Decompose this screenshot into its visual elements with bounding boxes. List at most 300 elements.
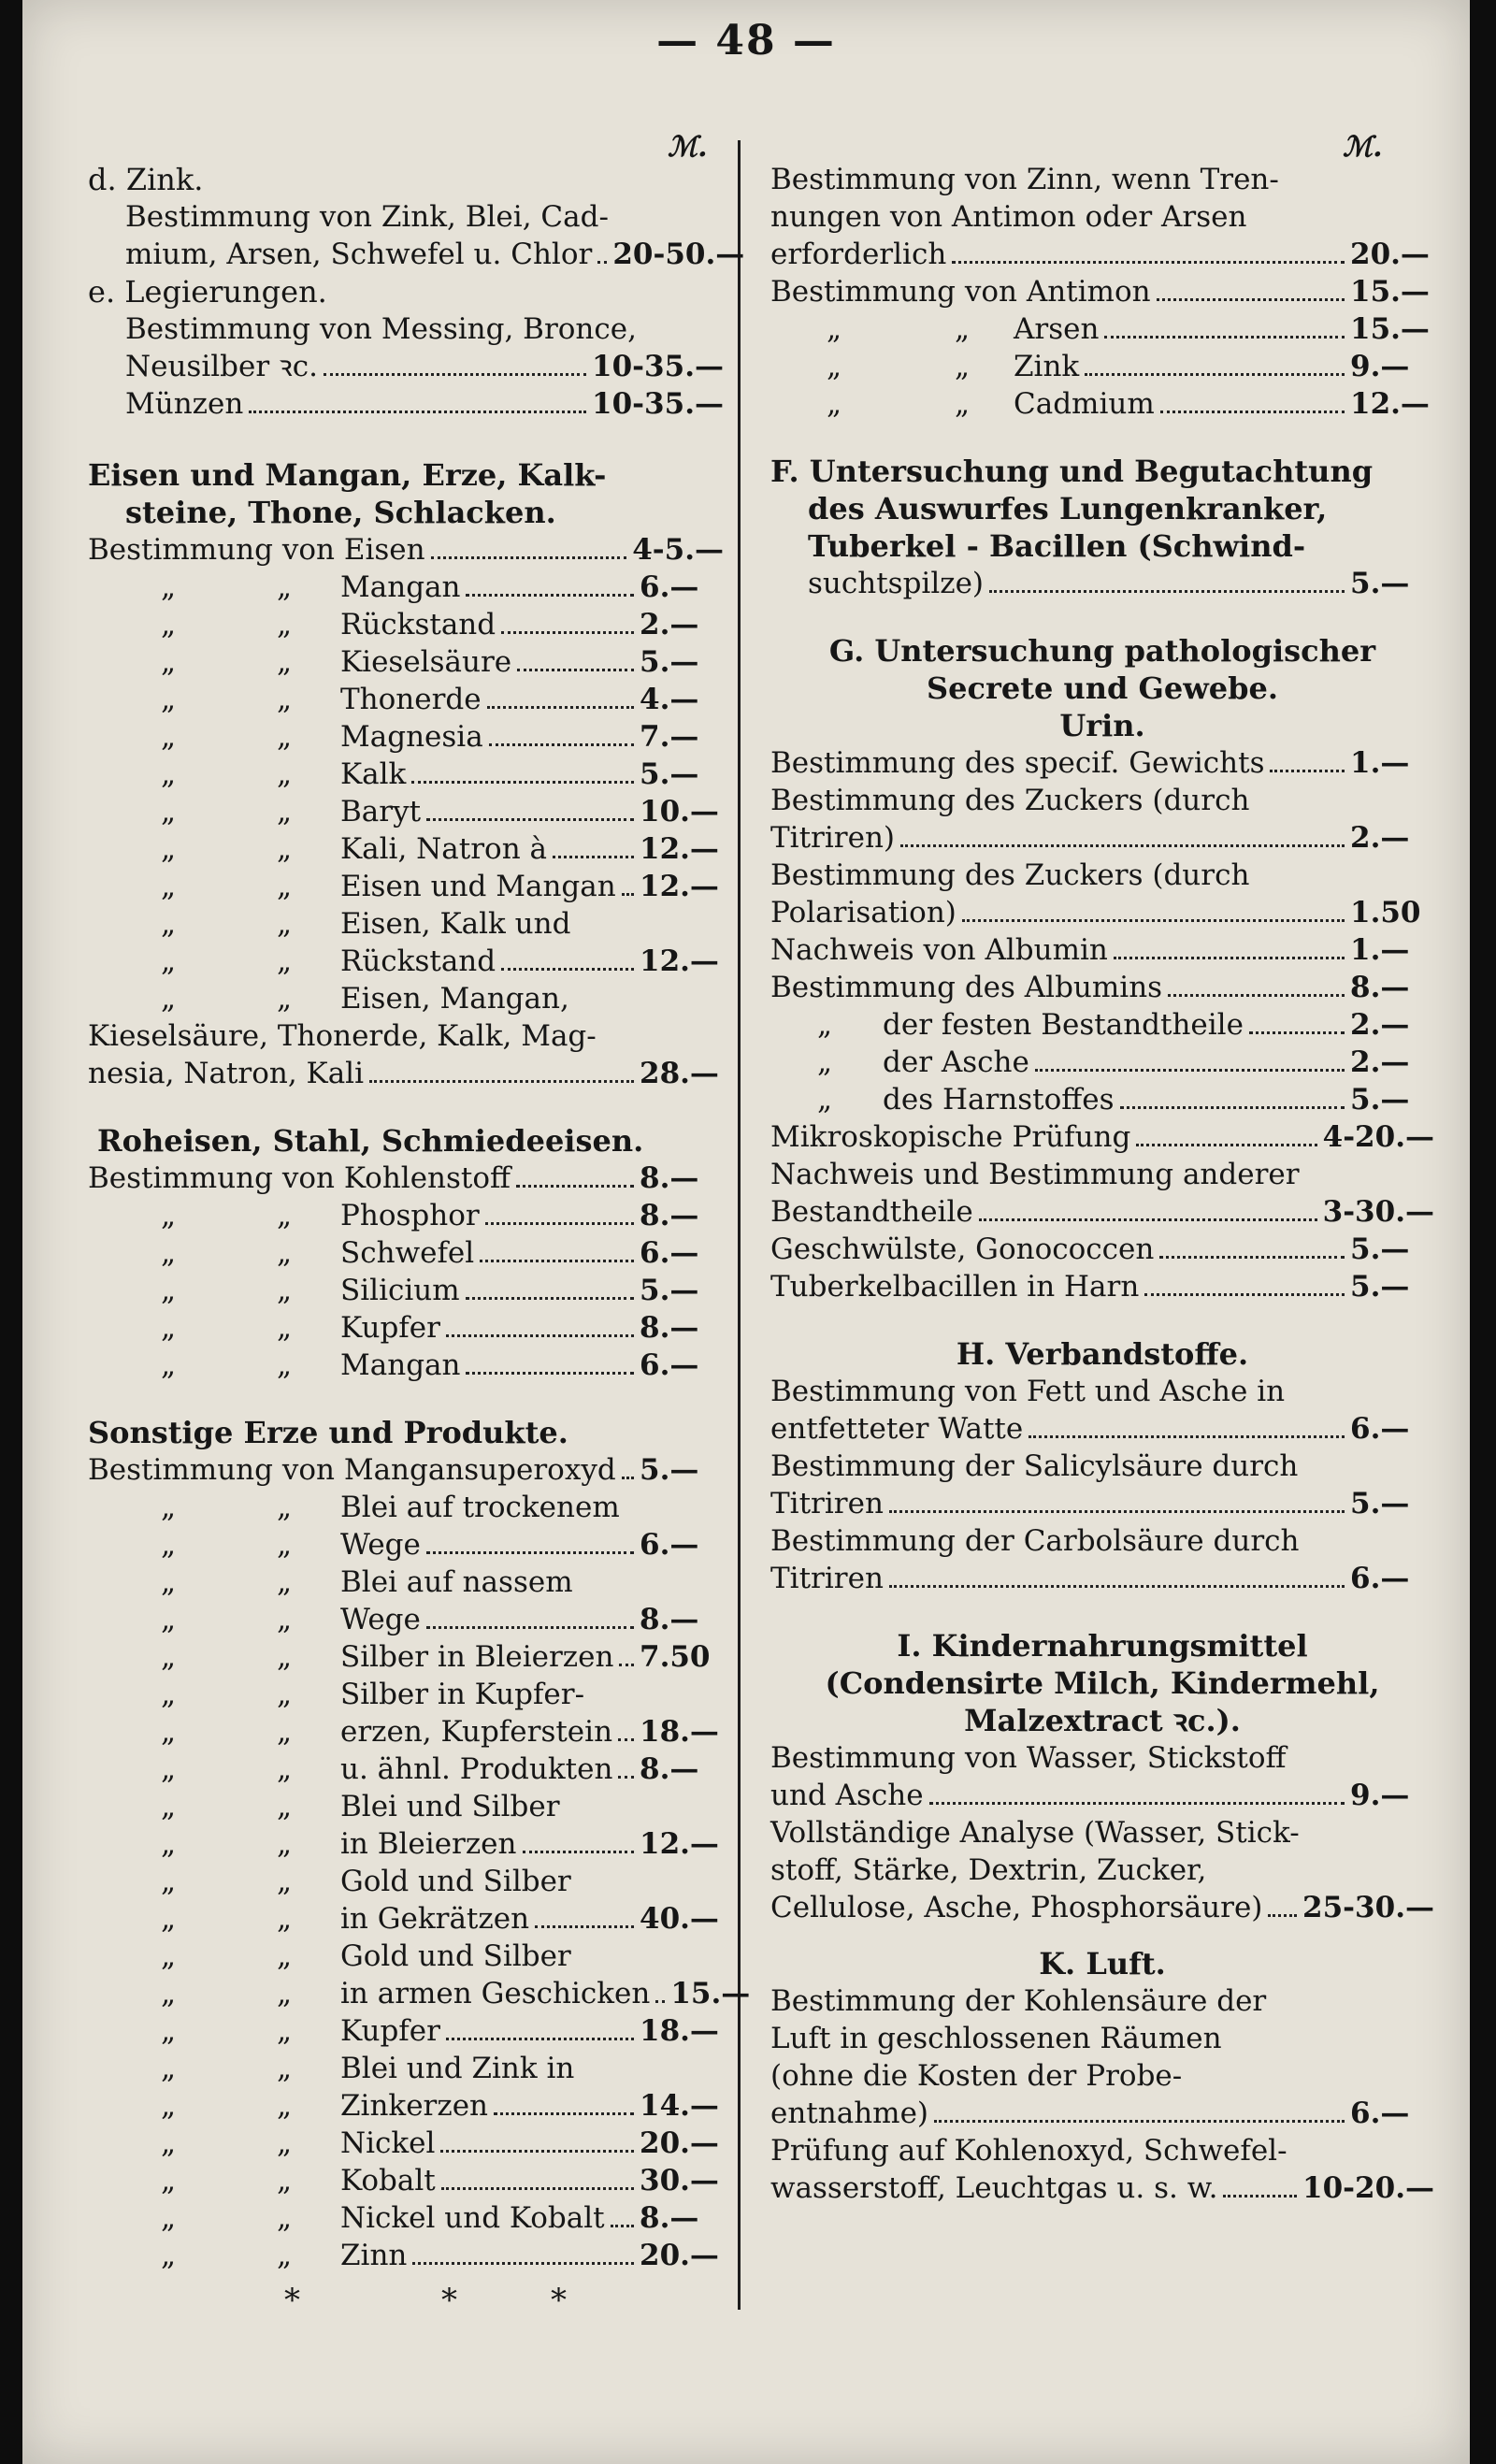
price-list-line <box>770 161 1434 198</box>
ditto-mark: „ <box>276 1274 293 1307</box>
price-list-line <box>770 1485 1434 1522</box>
ditto-line <box>88 569 724 606</box>
dot-leader <box>369 1059 634 1083</box>
item-price: 28.— <box>640 1057 719 1090</box>
dot-leader <box>480 1239 634 1262</box>
verband-lines <box>770 1373 1434 1597</box>
item-price: 18.— <box>640 2014 719 2048</box>
dot-leader <box>535 1905 634 1928</box>
ditto-line <box>770 1081 1434 1118</box>
dot-leader <box>440 2129 634 2153</box>
ditto-line <box>88 1563 724 1601</box>
item-label: Kupfer <box>340 2014 440 2048</box>
dot-leader <box>1249 1011 1345 1034</box>
item-price: 15.— <box>1350 312 1430 346</box>
price-list-line <box>770 1889 1434 1926</box>
section-heading-zink: d. Zink. <box>88 162 204 197</box>
item-price: 2.— <box>1350 821 1410 855</box>
ditto-mark: „ <box>817 1045 833 1079</box>
item-label: entfetteter Watte <box>770 1412 1024 1446</box>
price-list-line <box>125 310 724 348</box>
dot-leader <box>1120 1086 1345 1109</box>
item-price: 1.— <box>1350 746 1410 780</box>
dot-leader <box>466 1351 634 1375</box>
ditto-mark: „ <box>817 1083 833 1117</box>
item-price: 5.— <box>1350 1487 1410 1520</box>
item-label: wasserstoff, Leuchtgas u. s. w. <box>770 2171 1218 2205</box>
price-list-line <box>770 894 1434 931</box>
ditto-line <box>88 830 724 868</box>
dot-leader <box>501 611 634 634</box>
item-price: 1.50 <box>1350 896 1421 929</box>
dot-leader <box>962 899 1345 922</box>
section-heading-kinder-1: I. Kindernahrungsmittel <box>897 1628 1308 1664</box>
ditto-mark: „ <box>161 1939 177 1973</box>
left-column <box>88 122 751 2274</box>
dot-leader <box>655 1980 665 2003</box>
item-label: Bestimmung von Zink, Blei, Cad- <box>125 200 609 234</box>
item-price: 1.— <box>1350 933 1410 967</box>
item-label: Eisen, Mangan, <box>340 982 569 1016</box>
item-label: Tuberkelbacillen in Harn <box>770 1270 1140 1304</box>
item-label: und Asche <box>770 1779 924 1812</box>
item-label: Kobalt <box>340 2164 436 2197</box>
zinn-items <box>770 310 1434 423</box>
dot-leader <box>324 353 586 376</box>
price-list-line <box>770 236 1434 273</box>
ditto-mark: „ <box>161 1491 177 1524</box>
item-price: 8.— <box>640 2201 699 2235</box>
ditto-mark: „ <box>276 757 293 791</box>
ditto-line <box>88 1975 751 2012</box>
ditto-mark: „ <box>161 757 177 791</box>
item-label: Bestimmung von Kohlenstoff <box>88 1161 511 1195</box>
item-label: Bestimmung des Albumins <box>770 971 1163 1004</box>
ditto-mark: „ <box>827 387 842 421</box>
item-price: 12.— <box>640 944 719 978</box>
item-price: 18.— <box>640 1715 719 1749</box>
item-label: Magnesia <box>340 720 483 754</box>
item-label: Polarisation) <box>770 896 957 929</box>
ditto-mark: „ <box>276 2014 293 2048</box>
zink-lines <box>88 198 745 273</box>
item-price: 12.— <box>1350 387 1430 421</box>
ditto-mark: „ <box>161 2239 177 2272</box>
ditto-mark: „ <box>161 1790 177 1823</box>
ditto-line <box>770 348 1434 385</box>
ditto-mark: „ <box>161 1528 177 1562</box>
item-price: 4.— <box>640 683 699 716</box>
price-list-line <box>770 1268 1434 1305</box>
dot-leader <box>622 872 634 896</box>
ditto-line <box>770 1044 1434 1081</box>
dot-leader <box>1085 353 1345 376</box>
dot-leader <box>929 1781 1345 1805</box>
item-price: 4-5.— <box>632 533 724 567</box>
ditto-mark: „ <box>161 2201 177 2235</box>
ditto-mark: „ <box>954 312 971 346</box>
ditto-mark: „ <box>276 1236 293 1270</box>
ditto-line <box>88 1309 724 1347</box>
section-heading-verband: H. Verbandstoffe. <box>956 1336 1249 1372</box>
ditto-mark: „ <box>276 1528 293 1562</box>
ditto-mark: „ <box>827 312 842 346</box>
item-price: 6.— <box>640 1528 699 1562</box>
item-price: 5.— <box>1350 1270 1410 1304</box>
ditto-mark: „ <box>276 1678 293 1711</box>
item-price: 8.— <box>640 1752 699 1786</box>
section-subheading-urin: Urin. <box>1059 708 1145 743</box>
item-label: Mangan <box>340 1348 461 1382</box>
dot-leader <box>1168 973 1345 997</box>
price-list-line <box>770 2095 1434 2132</box>
ditto-line <box>88 681 724 718</box>
ditto-line <box>88 1713 724 1751</box>
dot-leader <box>1028 1415 1345 1438</box>
item-label: Zinkerzen <box>340 2089 489 2123</box>
ditto-mark: „ <box>276 608 293 641</box>
ditto-mark: „ <box>161 982 177 1016</box>
item-label: Bestimmung von Messing, Bronce, <box>125 312 637 346</box>
ditto-line <box>88 718 724 756</box>
ditto-mark: „ <box>161 608 177 641</box>
dot-leader <box>487 685 634 709</box>
luft-lines <box>770 1982 1434 2207</box>
price-list-line <box>770 1193 1434 1231</box>
price-list-line <box>88 1017 724 1055</box>
price-list-line <box>770 2169 1434 2207</box>
ditto-mark: „ <box>954 350 971 383</box>
ditto-line <box>88 2162 724 2199</box>
item-price: 4-20.— <box>1322 1120 1434 1154</box>
item-price: 9.— <box>1350 1779 1410 1812</box>
item-label: suchtspilze) <box>808 567 985 600</box>
dot-leader <box>485 1202 634 1225</box>
item-price: 12.— <box>640 870 719 903</box>
dot-leader <box>1114 936 1345 959</box>
item-label: Cadmium <box>1014 387 1155 421</box>
ditto-mark: „ <box>276 2239 293 2272</box>
item-label: Zink <box>1014 350 1080 383</box>
ditto-mark: „ <box>276 1565 293 1599</box>
item-label: Münzen <box>125 387 244 421</box>
dot-leader <box>466 1276 634 1300</box>
item-label: Wege <box>340 1528 421 1562</box>
dot-leader <box>446 1314 634 1337</box>
ditto-mark: „ <box>276 1827 293 1861</box>
footer-star-1: * <box>284 2282 300 2319</box>
item-label: der Asche <box>883 1045 1029 1079</box>
item-label: mium, Arsen, Schwefel u. Chlor <box>125 238 593 271</box>
ditto-mark: „ <box>161 1902 177 1936</box>
item-label: nungen von Antimon oder Arsen <box>770 200 1247 234</box>
item-label: Blei und Zink in <box>340 2052 575 2085</box>
price-list-line <box>125 348 724 385</box>
ditto-line <box>770 310 1434 348</box>
price-list-line <box>88 1160 724 1197</box>
ditto-mark: „ <box>161 1752 177 1786</box>
ditto-mark: „ <box>817 1008 833 1042</box>
item-price: 12.— <box>640 1827 719 1861</box>
ditto-mark: „ <box>161 645 177 679</box>
ditto-mark: „ <box>276 832 293 866</box>
eisen-first-line <box>88 531 724 569</box>
item-price: 8.— <box>640 1311 699 1345</box>
ditto-mark: „ <box>276 1603 293 1636</box>
ditto-mark: „ <box>276 570 293 604</box>
item-label: Mangan <box>340 570 461 604</box>
ditto-line <box>88 1489 724 1526</box>
dot-leader <box>441 2167 634 2190</box>
price-list-line <box>88 1055 724 1092</box>
price-list-line <box>770 1739 1434 1777</box>
ditto-mark: „ <box>161 1865 177 1898</box>
dot-leader <box>619 1643 634 1666</box>
dot-leader <box>426 1606 634 1629</box>
item-label: Bestimmung von Eisen <box>88 533 425 567</box>
auswurf-line <box>770 565 1434 602</box>
ditto-line <box>88 1234 724 1272</box>
ditto-line <box>88 905 724 943</box>
item-label: in Gekrätzen <box>340 1902 530 1936</box>
price-list-line <box>770 1982 1434 2020</box>
item-label: Bestimmung der Salicylsäure durch <box>770 1449 1299 1483</box>
dot-leader <box>889 1490 1345 1513</box>
footer-star-2: * <box>441 2282 457 2319</box>
ditto-mark: „ <box>276 2089 293 2123</box>
dot-leader <box>1157 278 1345 301</box>
price-list-line <box>770 931 1434 969</box>
price-list-line <box>770 1231 1434 1268</box>
item-label: stoff, Stärke, Dextrin, Zucker, <box>770 1853 1207 1887</box>
right-column <box>770 122 1434 2207</box>
item-price: 30.— <box>640 2164 719 2197</box>
item-label: Blei auf nassem <box>340 1565 573 1599</box>
ditto-mark: „ <box>161 1640 177 1674</box>
ditto-line <box>88 1526 724 1563</box>
section-heading-kinder-2: (Condensirte Milch, Kindermehl, <box>825 1665 1380 1701</box>
item-label: Bestimmung von Mangansuperoxyd <box>88 1453 616 1487</box>
item-label: Nickel und Kobalt <box>340 2201 605 2235</box>
item-label: Bestimmung der Carbolsäure durch <box>770 1524 1300 1558</box>
item-label: Vollständige Analyse (Wasser, Stick- <box>770 1816 1300 1850</box>
ditto-mark: „ <box>161 907 177 941</box>
price-list-line <box>770 1448 1434 1485</box>
section-heading-patho-1: G. Untersuchung pathologischer <box>828 633 1376 669</box>
item-price: 5.— <box>1350 1083 1410 1117</box>
item-label: Nachweis und Bestimmung anderer <box>770 1158 1300 1191</box>
dot-leader <box>1104 315 1345 339</box>
section-heading-eisen-1: Eisen und Mangan, Erze, Kalk- <box>88 457 607 493</box>
dot-leader <box>517 648 634 671</box>
item-label: Cellulose, Asche, Phosphorsäure) <box>770 1891 1263 1924</box>
item-price: 8.— <box>640 1161 699 1195</box>
item-label: Prüfung auf Kohlenoxyd, Schwefel- <box>770 2134 1287 2168</box>
ditto-mark: „ <box>161 1565 177 1599</box>
dot-leader <box>1136 1123 1316 1146</box>
item-price: 7.— <box>640 720 699 754</box>
dot-leader <box>1035 1048 1345 1072</box>
section-heading-eisen-2: steine, Thone, Schlacken. <box>125 495 556 530</box>
dot-leader <box>934 2099 1345 2123</box>
ditto-mark: „ <box>276 1715 293 1749</box>
item-label: Rückstand <box>340 944 496 978</box>
item-price: 8.— <box>1350 971 1410 1004</box>
item-label: Neusilber ꝛc. <box>125 350 318 383</box>
ditto-mark: „ <box>276 1348 293 1382</box>
ditto-line <box>88 2199 724 2237</box>
item-price: 8.— <box>640 1199 699 1232</box>
ditto-mark: „ <box>276 795 293 829</box>
ditto-mark: „ <box>276 720 293 754</box>
item-label: Silber in Bleierzen <box>340 1640 614 1674</box>
item-label: Bestimmung der Kohlensäure der <box>770 1984 1267 2018</box>
ditto-mark: „ <box>161 2052 177 2085</box>
dot-leader <box>426 1531 634 1554</box>
item-label: Bestimmung von Wasser, Stickstoff <box>770 1741 1287 1775</box>
currency-header-left: ℳ. <box>668 131 708 164</box>
price-list-line <box>770 1560 1434 1597</box>
ditto-line <box>88 643 724 681</box>
ditto-mark: „ <box>276 907 293 941</box>
item-price: 5.— <box>1350 567 1410 600</box>
section-heading-sonstige: Sonstige Erze und Produkte. <box>88 1415 568 1450</box>
section-heading-kinder-3: Malzextract ꝛc.). <box>964 1703 1241 1738</box>
item-price: 7.50 <box>640 1640 711 1674</box>
dot-leader <box>411 760 634 784</box>
ditto-line <box>88 793 724 830</box>
ditto-mark: „ <box>276 2164 293 2197</box>
ditto-mark: „ <box>276 2126 293 2160</box>
price-list-line <box>770 2132 1434 2169</box>
ditto-line <box>88 1197 724 1234</box>
item-label: (ohne die Kosten der Probe- <box>770 2059 1183 2093</box>
item-label: nesia, Natron, Kali <box>88 1057 365 1090</box>
ditto-line <box>88 1638 724 1676</box>
item-label: Bestimmung von Antimon <box>770 275 1151 309</box>
ditto-line <box>88 1825 724 1863</box>
item-price: 10.— <box>640 795 719 829</box>
item-label: Titriren <box>770 1487 884 1520</box>
ditto-mark: „ <box>276 645 293 679</box>
section-heading-legierungen: e. Legierungen. <box>88 274 327 310</box>
item-label: Gold und Silber <box>340 1865 571 1898</box>
dot-leader <box>889 1564 1345 1588</box>
ditto-mark: „ <box>161 795 177 829</box>
item-price: 6.— <box>640 1236 699 1270</box>
ditto-mark: „ <box>276 944 293 978</box>
item-label: Titriren <box>770 1562 884 1595</box>
item-label: Blei auf trockenem <box>340 1491 620 1524</box>
section-heading-roheisen: Roheisen, Stahl, Schmiedeeisen. <box>97 1123 644 1159</box>
price-list-line <box>770 1522 1434 1560</box>
item-price: 6.— <box>1350 2097 1410 2130</box>
patho-tail <box>770 1118 1434 1305</box>
item-price: 15.— <box>670 1977 751 2010</box>
item-price: 6.— <box>1350 1412 1410 1446</box>
ditto-line <box>88 606 724 643</box>
ditto-line <box>88 756 724 793</box>
ditto-line <box>88 2125 724 2162</box>
item-label: Bestimmung des Zuckers (durch <box>770 858 1250 892</box>
item-label: Baryt <box>340 795 422 829</box>
price-list-line <box>770 1410 1434 1448</box>
ditto-mark: „ <box>161 1274 177 1307</box>
price-list-line <box>808 565 1434 602</box>
item-label: Gold und Silber <box>340 1939 571 1973</box>
footer-star-3: * <box>551 2282 567 2319</box>
dot-leader <box>618 1718 634 1741</box>
item-label: erforderlich <box>770 238 947 271</box>
dot-leader <box>1270 749 1345 772</box>
ditto-mark: „ <box>161 2126 177 2160</box>
ditto-mark: „ <box>161 683 177 716</box>
item-price: 6.— <box>640 1348 699 1382</box>
item-label: Bestandtheile <box>770 1195 973 1229</box>
ditto-mark: „ <box>276 1311 293 1345</box>
item-label: Geschwülste, Gonococcen <box>770 1232 1155 1266</box>
item-label: Nickel <box>340 2126 436 2160</box>
ditto-mark: „ <box>276 1977 293 2010</box>
eisen-items <box>88 569 724 1017</box>
ditto-line <box>88 1900 724 1938</box>
item-price: 25-30.— <box>1302 1891 1434 1924</box>
ditto-line <box>88 1601 724 1638</box>
price-list-line <box>770 2020 1434 2057</box>
item-label: Titriren) <box>770 821 896 855</box>
patho-items <box>770 1006 1434 1118</box>
ditto-mark: „ <box>161 832 177 866</box>
price-list-line <box>770 1118 1434 1156</box>
eisen-tail <box>88 1017 724 1092</box>
price-list-line <box>770 969 1434 1006</box>
ditto-mark: „ <box>276 1790 293 1823</box>
roheisen-first-line <box>88 1160 724 1197</box>
item-label: Kalk <box>340 757 407 791</box>
ditto-mark: „ <box>161 1348 177 1382</box>
item-label: Kieselsäure <box>340 645 512 679</box>
item-price: 8.— <box>640 1603 699 1636</box>
item-label: Schwefel <box>340 1236 475 1270</box>
dot-leader <box>553 835 634 858</box>
ditto-mark: „ <box>276 2052 293 2085</box>
item-label: Wege <box>340 1603 421 1636</box>
patho-lines <box>770 744 1434 1006</box>
price-list-line <box>770 744 1434 782</box>
item-label: des Harnstoffes <box>883 1083 1115 1117</box>
price-list-line <box>770 2057 1434 2095</box>
dot-leader <box>501 947 634 971</box>
dot-leader <box>494 2092 634 2115</box>
item-label: Bestimmung von Zinn, wenn Tren- <box>770 163 1279 196</box>
item-price: 14.— <box>640 2089 719 2123</box>
dot-leader <box>597 240 607 264</box>
dot-leader <box>249 390 586 413</box>
section-heading-auswurf-1: F. Untersuchung und Begutachtung <box>770 454 1374 489</box>
item-label: Phosphor <box>340 1199 480 1232</box>
dot-leader <box>900 824 1345 847</box>
ditto-mark: „ <box>161 570 177 604</box>
roheisen-items <box>88 1197 724 1384</box>
item-label: Mikroskopische Prüfung <box>770 1120 1131 1154</box>
item-label: Kupfer <box>340 1311 440 1345</box>
dot-leader <box>426 798 634 821</box>
dot-leader <box>431 536 627 559</box>
item-price: 5.— <box>640 1274 699 1307</box>
ditto-mark: „ <box>161 1827 177 1861</box>
item-price: 20.— <box>640 2239 719 2272</box>
sonstige-first-line <box>88 1451 724 1489</box>
